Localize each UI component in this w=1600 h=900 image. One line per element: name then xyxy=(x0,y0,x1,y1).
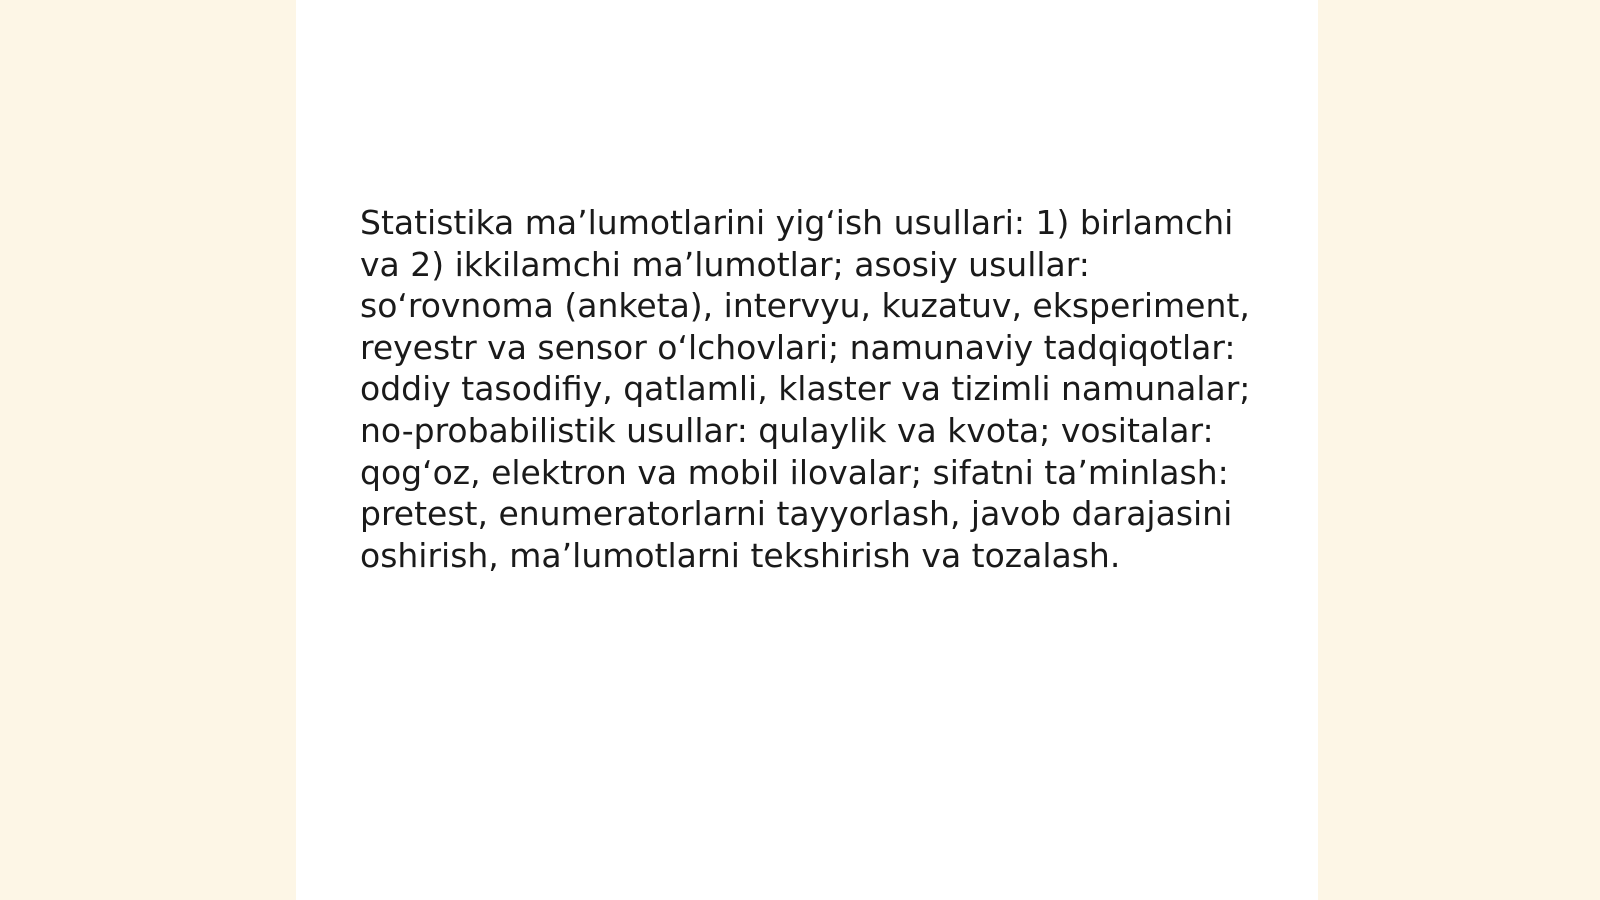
body-line: Statistika ma’lumotlarini yig‘ish usullari: 1) birlamchi xyxy=(360,203,1234,242)
body-line: oshirish, ma’lumotlarni tekshirish va tozalash. xyxy=(360,535,1121,575)
body-line: va 2) ikkilamchi ma’lumotlar; asosiy usullar: xyxy=(360,244,1090,284)
body-line: reyestr va sensor o‘lchovlari; namunaviy tadqiqotlar: xyxy=(360,327,1236,367)
body-line: pretest, enumeratorlarni tayyorlash, javob darajasini xyxy=(360,494,1233,534)
body-line: qog‘oz, elektron va mobil ilovalar; sifatni ta’minlash: xyxy=(360,452,1229,492)
slide-body-text xyxy=(360,202,1251,576)
body-line: so‘rovnoma (anketa), intervyu, kuzatuv, eksperiment, xyxy=(360,286,1250,326)
body-line: no-probabilistik usullar: qulaylik va kvota; vositalar: xyxy=(360,410,1214,450)
body-line: oddiy tasodifiy, qatlamli, klaster va tizimli namunalar; xyxy=(360,369,1251,409)
slide-page xyxy=(296,0,1318,900)
